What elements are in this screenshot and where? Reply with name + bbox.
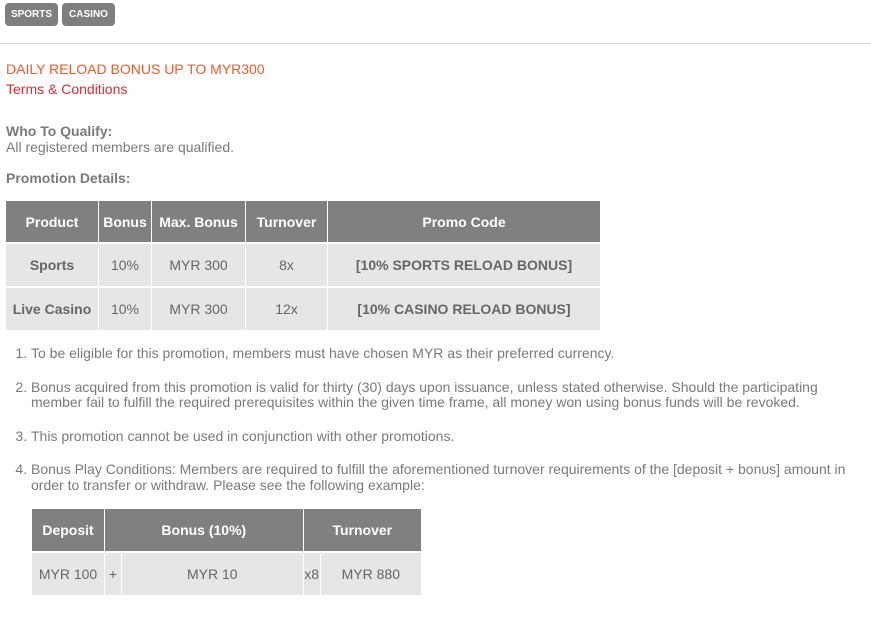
promotion-details-table xyxy=(6,201,600,330)
header-promo-code: Promo Code xyxy=(328,201,601,243)
cell-bonus: 10% xyxy=(99,243,152,287)
header-product: Product xyxy=(6,201,99,243)
table-row xyxy=(6,287,600,330)
cell-bonus: 10% xyxy=(99,287,152,330)
cell-product: Sports xyxy=(6,243,99,287)
details-heading: Promotion Details: xyxy=(6,170,131,186)
qualify-heading: Who To Qualify: xyxy=(6,123,113,139)
cell-max-bonus: MYR 300 xyxy=(152,287,246,330)
term-item: 2. Bonus acquired from this promotion is valid for thirty (30) days upon issuance, unless stated otherwise. Should the participating member fail to fulfill the required prerequisites within the given time frame, all money won using bonus funds will be revoked. xyxy=(31,380,863,411)
terms-link[interactable]: Terms & Conditions xyxy=(6,81,128,97)
divider xyxy=(0,43,871,44)
cell-turnover: 8x xyxy=(246,243,328,287)
term-item: 4. Bonus Play Conditions: Members are required to fulfill the aforementioned turnover requirements of the [deposit + bonus] amount in order to transfer or withdraw. Please see the following example: xyxy=(31,462,863,493)
table-row xyxy=(32,552,421,595)
term-item: 3. This promotion cannot be used in conjunction with other promotions. xyxy=(31,429,863,445)
promo-title: DAILY RELOAD BONUS UP TO MYR300 xyxy=(6,61,265,77)
tab-sports[interactable]: SPORTS xyxy=(5,3,58,26)
terms-list xyxy=(0,346,863,511)
cell-bonus: MYR 10 xyxy=(122,552,304,595)
cell-plus-sign: + xyxy=(105,552,122,595)
cell-promo-code: [10% SPORTS RELOAD BONUS] xyxy=(328,243,601,287)
cell-product: Live Casino xyxy=(6,287,99,330)
header-bonus: Bonus xyxy=(99,201,152,243)
qualify-text: All registered members are qualified. xyxy=(6,139,234,155)
tab-casino[interactable]: CASINO xyxy=(62,3,115,26)
cell-turnover: 12x xyxy=(246,287,328,330)
cell-max-bonus: MYR 300 xyxy=(152,243,246,287)
table-header-row xyxy=(6,201,600,243)
header-deposit: Deposit xyxy=(32,509,105,552)
header-turnover: Turnover xyxy=(246,201,328,243)
cell-turnover: MYR 880 xyxy=(320,552,421,595)
header-bonus-10: Bonus (10%) xyxy=(105,509,304,552)
cell-deposit: MYR 100 xyxy=(32,552,105,595)
cell-multiplier: x8 xyxy=(303,552,320,595)
table-row xyxy=(6,243,600,287)
cell-promo-code: [10% CASINO RELOAD BONUS] xyxy=(328,287,601,330)
table-header-row xyxy=(32,509,421,552)
turnover-example-table xyxy=(32,509,421,595)
header-turnover: Turnover xyxy=(303,509,421,552)
header-max-bonus: Max. Bonus xyxy=(152,201,246,243)
term-item: 1. To be eligible for this promotion, members must have chosen MYR as their preferred currency. xyxy=(31,346,863,362)
